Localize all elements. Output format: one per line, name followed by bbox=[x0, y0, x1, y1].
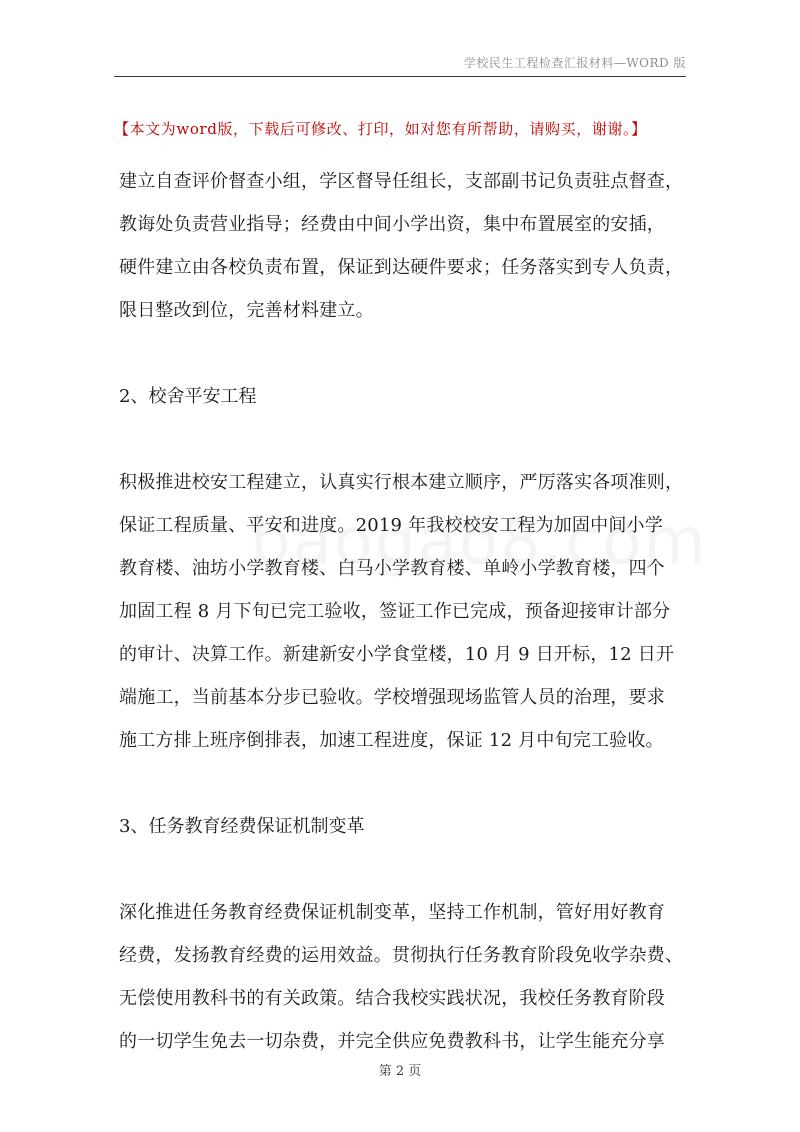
blank-line bbox=[119, 762, 689, 805]
paragraph-line: 积极推进校安工程建立，认真实行根本建立顺序，严厉落实各项准则， bbox=[119, 472, 684, 493]
blank-line bbox=[119, 332, 689, 375]
header-title: 学校民生工程检查汇报材料—WORD 版 bbox=[463, 56, 686, 70]
paragraph-line: 加固工程 8 月下旬已完工验收，签证工作已完成，预备迎接审计部分 bbox=[119, 601, 671, 622]
paragraph-line: 建立自查评价督查小组，学区督导任组长，支部副书记负责驻点督查， bbox=[119, 171, 684, 192]
document-body bbox=[119, 160, 689, 1063]
paragraph-line: 限日整改到位，完善材料建立。 bbox=[119, 300, 374, 321]
paragraph-line: 教诲处负责营业指导；经费由中间小学出资，集中布置展室的安插， bbox=[119, 214, 665, 235]
paragraph-line: 的一切学生免去一切杂费，并完全供应免费教科书，让学生能充分享 bbox=[119, 1031, 665, 1052]
page-number: 第 2 页 bbox=[378, 1064, 422, 1079]
paragraph-line: 硬件建立由各校负责布置，保证到达硬件要求；任务落实到专人负责， bbox=[119, 257, 684, 278]
paragraph-line: 无偿使用教科书的有关政策。结合我校实践状况，我校任务教育阶段 bbox=[119, 988, 665, 1009]
paragraph-line: 教育楼、油坊小学教育楼、白马小学教育楼、单岭小学教育楼，四个 bbox=[119, 558, 665, 579]
paragraph-line: 经费，发扬教育经费的运用效益。贯彻执行任务教育阶段免收学杂费、 bbox=[119, 945, 684, 966]
blank-line bbox=[119, 418, 689, 461]
section-heading-2: 2、校舍平安工程 bbox=[119, 386, 257, 407]
blank-line bbox=[119, 848, 689, 891]
paragraph-line: 的审计、决算工作。新建新安小学食堂楼，10 月 9 日开标，12 日开 bbox=[119, 644, 675, 665]
purchase-notice: 【本文为word版，下载后可修改、打印，如对您有所帮助，请购买，谢谢。】 bbox=[114, 120, 647, 138]
paragraph-line: 端施工，当前基本分步已验收。学校增强现场监管人员的治理，要求 bbox=[119, 687, 665, 708]
section-heading-3: 3、任务教育经费保证机制变革 bbox=[119, 816, 365, 837]
paragraph-line: 保证工程质量、平安和进度。2019 年我校校安工程为加固中间小学 bbox=[119, 515, 663, 536]
paragraph-line: 深化推进任务教育经费保证机制变革，坚持工作机制，管好用好教育 bbox=[119, 902, 665, 923]
header-divider bbox=[114, 76, 686, 77]
paragraph-line: 施工方排上班序倒排表，加速工程进度，保证 12 月中旬完工验收。 bbox=[119, 730, 664, 751]
